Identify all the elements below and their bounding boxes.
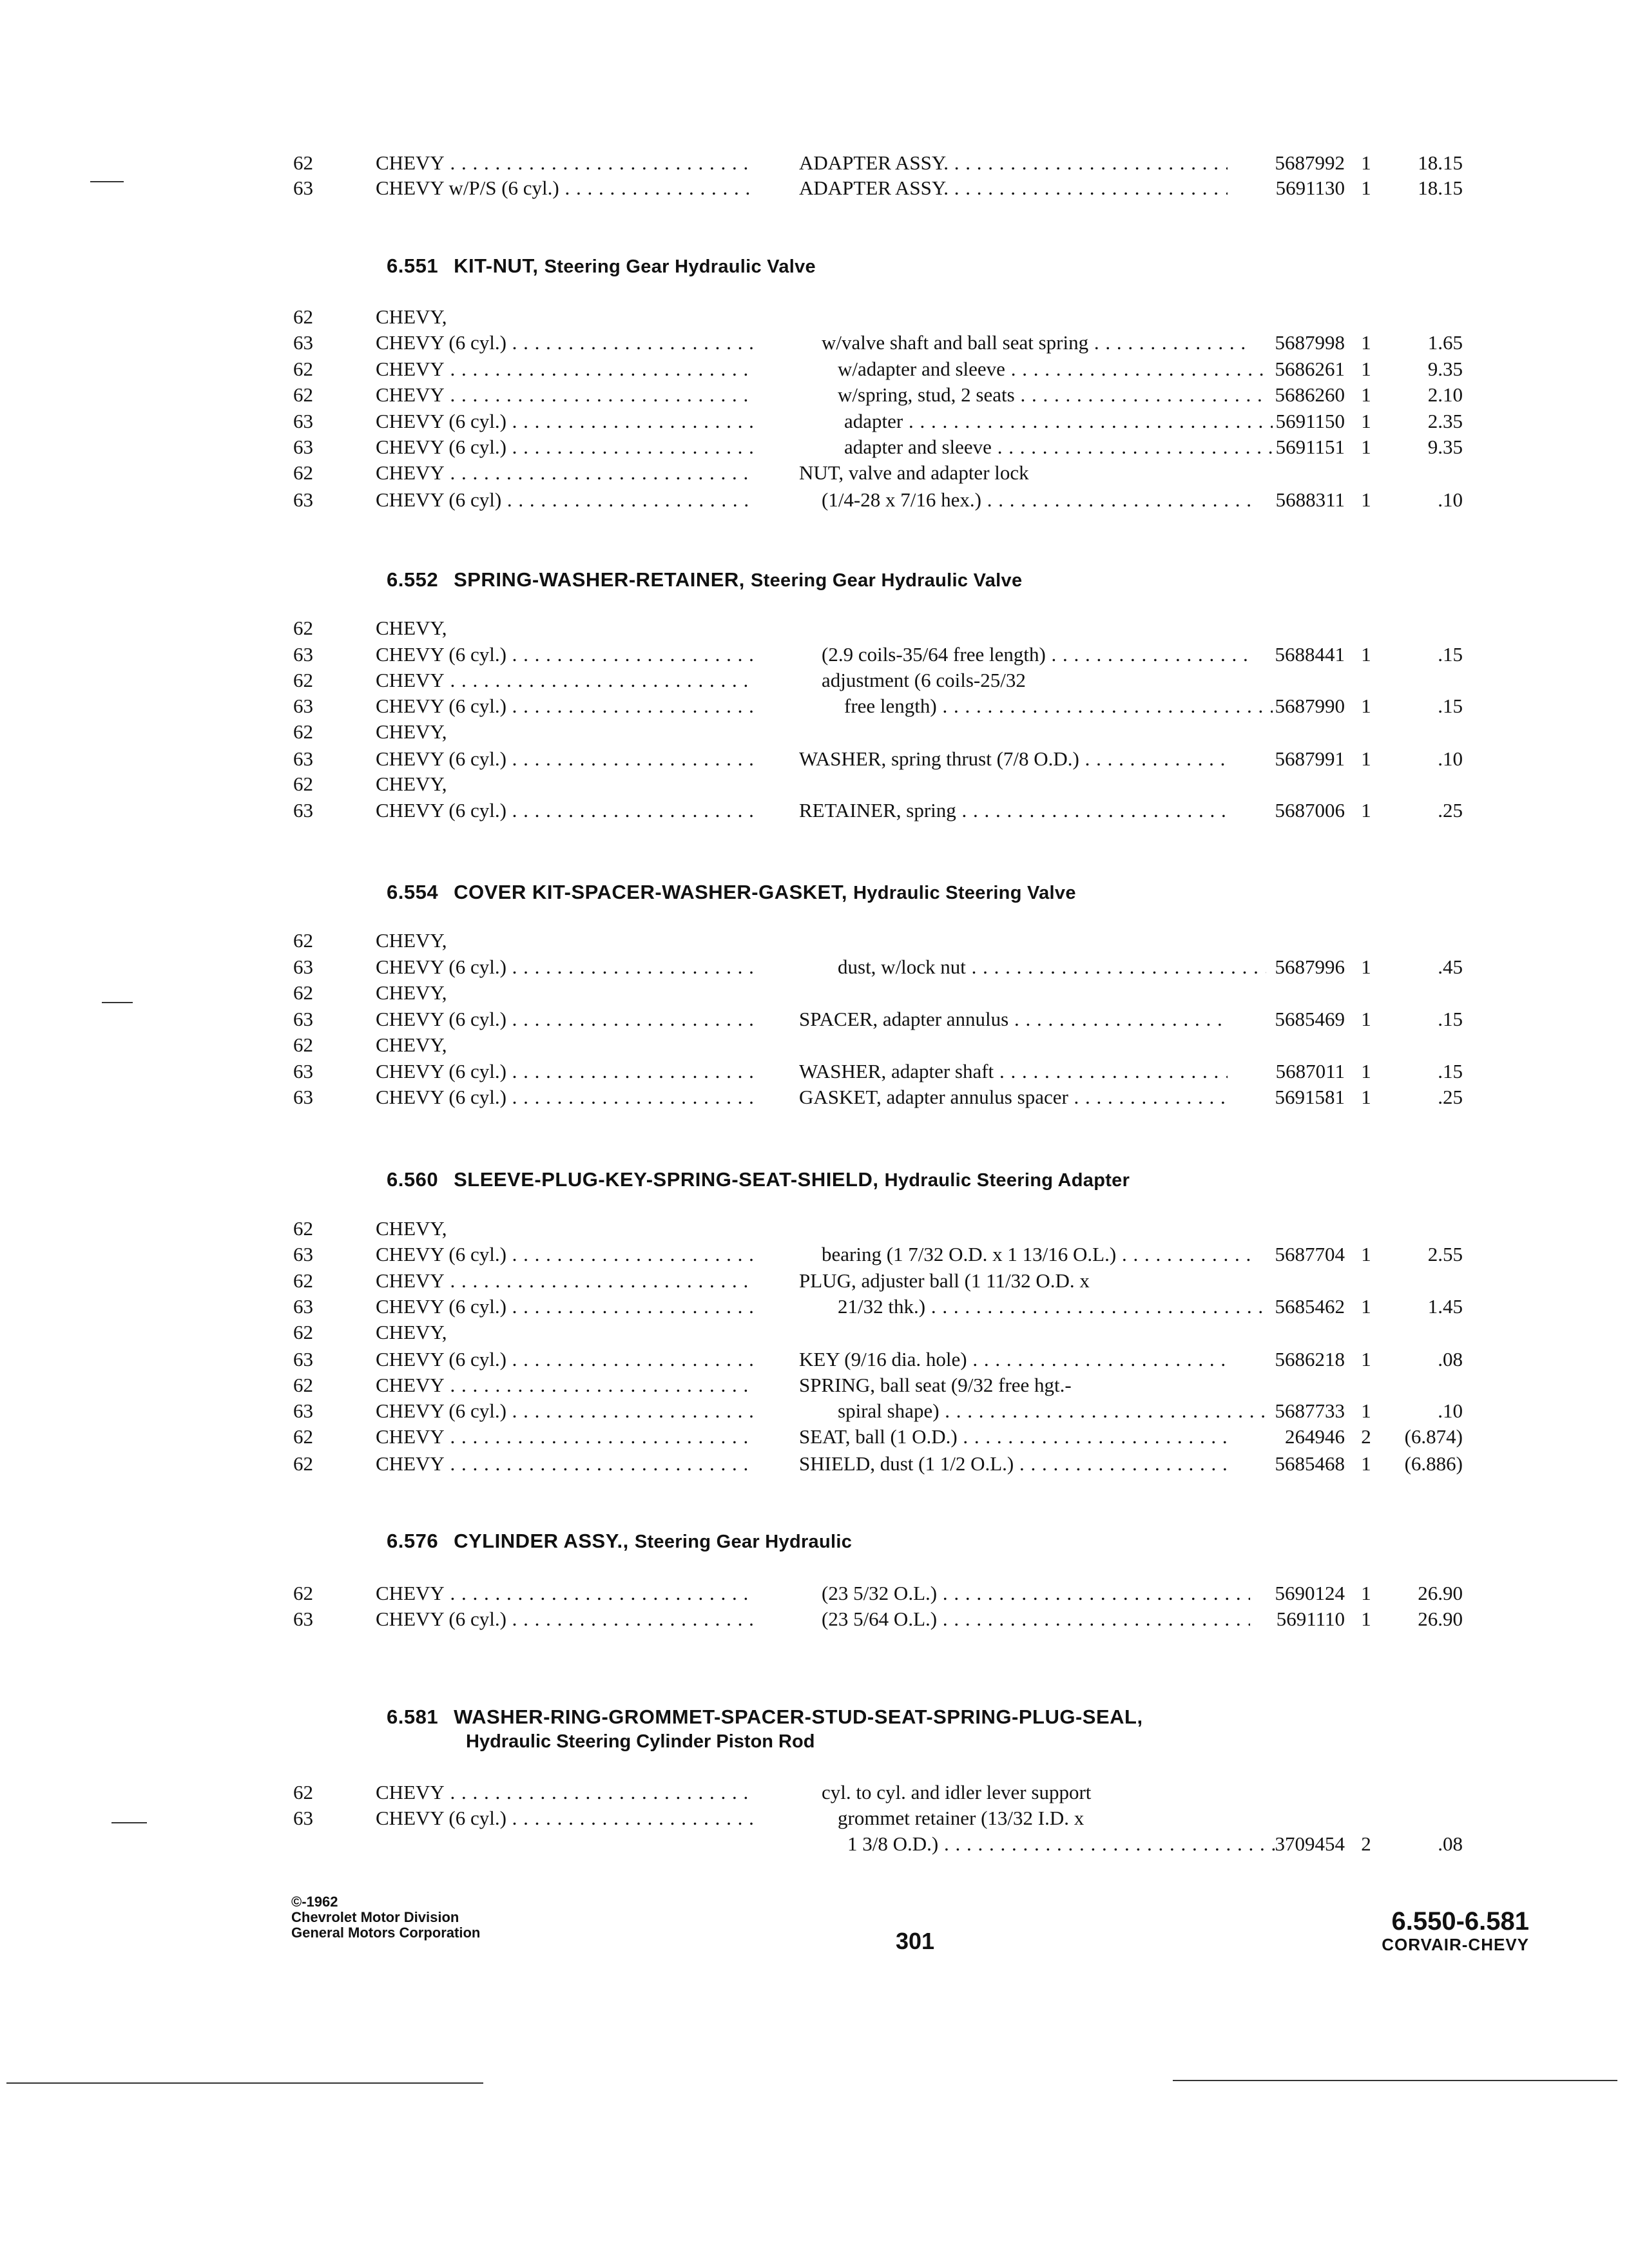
table-row [0,1780,1629,1805]
model-cell: CHEVY, [376,1033,447,1056]
table-row [0,1294,1629,1320]
price-cell: 2.35 [1427,410,1463,432]
model-cell: CHEVY, [376,720,447,743]
quantity-cell: 1 [1361,151,1371,174]
model-cell: CHEVY, [376,981,447,1004]
section-title: KIT-NUT, [454,255,539,277]
section-subtitle: Hydraulic Steering Adapter [884,1170,1130,1191]
table-row [0,175,1629,201]
corporation-text: General Motors Corporation [291,1925,481,1941]
division-text: Chevrolet Motor Division [291,1909,459,1925]
description-cell: (1/4-28 x 7/16 hex.) . . . [799,487,1250,513]
table-row [0,1242,1629,1267]
year-cell: 62 [293,929,313,952]
description-cell: free length) . . . [799,693,1273,719]
price-cell: .15 [1438,1060,1463,1082]
year-cell: 63 [293,1243,313,1265]
model-cell: CHEVY . . . [376,1424,756,1450]
part-number-cell: 5691150 [1275,410,1345,432]
table-row [0,382,1629,408]
part-number-cell: 5687992 [1275,151,1345,174]
year-cell: 62 [293,1033,313,1056]
model-cell: CHEVY . . . [376,1451,756,1477]
table-row [0,1831,1629,1857]
description-cell: w/spring, stud, 2 seats . . . [799,382,1266,408]
year-cell: 62 [293,981,313,1004]
model-cell: CHEVY, [376,1321,447,1343]
part-number-cell: 5691110 [1276,1608,1345,1630]
model-cell: CHEVY, [376,617,447,639]
year-cell: 63 [293,1807,313,1829]
price-cell: (6.886) [1404,1452,1463,1475]
model-cell: CHEVY (6 cyl.) . . . [376,1242,756,1267]
model-cell: CHEVY (6 cyl.) . . . [376,1006,756,1032]
section-number: 6.576 [387,1530,439,1552]
price-cell: .15 [1438,1008,1463,1030]
table-row [0,668,1629,693]
model-cell: CHEVY (6 cyl.) . . . [376,1294,756,1320]
quantity-cell: 1 [1361,1399,1371,1422]
model-cell: CHEVY (6 cyl.) . . . [376,1059,756,1084]
table-row [0,1268,1629,1294]
part-number-cell: 5691581 [1275,1086,1345,1108]
model-cell: CHEVY, [376,1217,447,1240]
quantity-cell: 1 [1361,1060,1371,1082]
table-row [0,1372,1629,1398]
year-cell: 63 [293,1348,313,1370]
table-row [0,980,1629,1006]
quantity-cell: 1 [1361,488,1371,511]
margin-mark [111,1822,147,1823]
model-cell: CHEVY (6 cyl.) . . . [376,1398,756,1424]
model-cell: CHEVY w/P/S (6 cyl.) . . . [376,175,756,201]
model-cell: CHEVY (6 cyl.) . . . [376,434,756,460]
section-subtitle: Steering Gear Hydraulic Valve [751,570,1023,591]
table-row [0,1805,1629,1831]
section-title: COVER KIT-SPACER-WASHER-GASKET, [454,881,847,903]
model-line: CORVAIR-CHEVY [1382,1935,1529,1954]
table-row [0,1606,1629,1632]
model-cell: CHEVY (6 cyl.) . . . [376,746,756,772]
description-cell: cyl. to cyl. and idler lever support [822,1781,1092,1803]
description-cell: KEY (9/16 dia. hole) . . . [799,1347,1228,1372]
table-row [0,798,1629,823]
table-row [0,1398,1629,1424]
year-cell: 62 [293,1452,313,1475]
table-row [0,1320,1629,1345]
year-cell: 63 [293,1086,313,1108]
description-cell: (23 5/32 O.L.) . . . [799,1581,1250,1606]
model-cell: CHEVY (6 cyl.) . . . [376,1347,756,1372]
table-row [0,1084,1629,1110]
quantity-cell: 1 [1361,643,1371,666]
model-cell: CHEVY, [376,305,447,328]
quantity-cell: 1 [1361,436,1371,458]
part-number-cell: 5686261 [1275,358,1345,380]
section-heading [387,1704,1143,1730]
model-cell: CHEVY . . . [376,150,756,176]
price-cell: 18.15 [1418,151,1463,174]
quantity-cell: 1 [1361,383,1371,406]
year-cell: 62 [293,773,313,795]
model-cell: CHEVY . . . [376,1268,756,1294]
table-row [0,693,1629,719]
year-cell: 62 [293,1425,313,1448]
price-cell: (6.874) [1404,1425,1463,1448]
table-row [0,928,1629,954]
price-cell: 18.15 [1418,177,1463,199]
section-subtitle: Hydraulic Steering Cylinder Piston Rod [466,1731,815,1752]
section-number: 6.581 [387,1706,439,1728]
description-cell: bearing (1 7/32 O.D. x 1 13/16 O.L.) . . . [799,1242,1250,1267]
page-number: 301 [896,1928,935,1954]
description-cell: (23 5/64 O.L.) . . . [799,1606,1250,1632]
year-cell: 62 [293,383,313,406]
table-row [0,954,1629,980]
table-row [0,642,1629,668]
quantity-cell: 2 [1361,1425,1371,1448]
model-cell: CHEVY (6 cyl.) . . . [376,1805,756,1831]
price-cell: .08 [1438,1348,1463,1370]
table-row [0,1059,1629,1084]
part-number-cell: 5687006 [1275,799,1345,822]
model-cell: CHEVY . . . [376,1581,756,1606]
model-cell: CHEVY . . . [376,1372,756,1398]
description-cell: SPACER, adapter annulus . . . [799,1006,1228,1032]
year-cell: 63 [293,1608,313,1630]
table-row [0,330,1629,356]
description-cell: NUT, valve and adapter lock [799,461,1029,484]
quantity-cell: 1 [1361,1295,1371,1318]
price-cell: .15 [1438,695,1463,717]
quantity-cell: 1 [1361,358,1371,380]
part-number-cell: 5686260 [1275,383,1345,406]
price-cell: .15 [1438,643,1463,666]
section-number: 6.560 [387,1168,439,1191]
table-row [0,1032,1629,1058]
description-cell: dust, w/lock nut . . . [799,954,1266,980]
year-cell: 63 [293,331,313,354]
part-number-cell: 5691151 [1275,436,1345,458]
table-row [0,1006,1629,1032]
year-cell: 62 [293,1269,313,1292]
price-cell: 2.10 [1427,383,1463,406]
year-cell: 62 [293,1374,313,1396]
year-cell: 63 [293,1295,313,1318]
section-heading [387,567,1022,593]
year-cell: 62 [293,358,313,380]
part-number-cell: 5687704 [1275,1243,1345,1265]
description-cell: SEAT, ball (1 O.D.) . . . [799,1424,1228,1450]
description-cell: SHIELD, dust (1 1/2 O.L.) . . . [799,1451,1228,1477]
part-number-cell: 5687990 [1275,695,1345,717]
quantity-cell: 1 [1361,1243,1371,1265]
publisher-block [291,1894,480,1941]
model-cell: CHEVY (6 cyl.) . . . [376,330,756,356]
quantity-cell: 1 [1361,1582,1371,1604]
table-row [0,460,1629,486]
year-cell: 63 [293,747,313,770]
quantity-cell: 1 [1361,1008,1371,1030]
model-cell: CHEVY (6 cyl.) . . . [376,693,756,719]
section-subtitle: Steering Gear Hydraulic [634,1532,853,1552]
part-number-cell: 5686218 [1275,1348,1345,1370]
table-row [0,304,1629,330]
description-cell: WASHER, spring thrust (7/8 O.D.) . . . [799,746,1228,772]
margin-mark [102,1002,133,1003]
year-cell: 62 [293,720,313,743]
description-cell: SPRING, ball seat (9/32 free hgt.- [799,1374,1072,1396]
price-cell: .10 [1438,1399,1463,1422]
year-cell: 63 [293,695,313,717]
part-number-cell: 5685468 [1275,1452,1345,1475]
quantity-cell: 1 [1361,1608,1371,1630]
description-cell: adjustment (6 coils-25/32 [822,669,1026,691]
year-cell: 62 [293,1217,313,1240]
quantity-cell: 1 [1361,695,1371,717]
description-cell: ADAPTER ASSY. . . . [799,150,1228,176]
section-number: 6.551 [387,255,439,277]
year-cell: 63 [293,1060,313,1082]
part-number-cell: 5687733 [1275,1399,1345,1422]
year-cell: 62 [293,1781,313,1803]
table-row [0,615,1629,641]
description-cell: w/adapter and sleeve . . . [799,356,1266,382]
part-number-cell: 5687996 [1275,956,1345,978]
table-row [0,487,1629,513]
part-number-cell: 5685469 [1275,1008,1345,1030]
price-cell: .10 [1438,747,1463,770]
year-cell: 63 [293,956,313,978]
table-row [0,719,1629,745]
price-cell: 26.90 [1418,1582,1463,1604]
model-cell: CHEVY . . . [376,668,756,693]
model-cell: CHEVY (6 cyl.) . . . [376,1084,756,1110]
section-number: 6.554 [387,881,439,903]
section-subtitle: Steering Gear Hydraulic Valve [544,256,816,277]
description-cell: w/valve shaft and ball seat spring . . . [799,330,1250,356]
table-row [0,150,1629,176]
table-row [0,434,1629,460]
price-cell: .10 [1438,488,1463,511]
table-row [0,1424,1629,1450]
description-cell: GASKET, adapter annulus spacer . . . [799,1084,1228,1110]
year-cell: 62 [293,305,313,328]
year-cell: 62 [293,669,313,691]
section-heading [387,1528,852,1555]
description-cell: (2.9 coils-35/64 free length) . . . [799,642,1250,668]
price-cell: 1.45 [1427,1295,1463,1318]
section-title: SPRING-WASHER-RETAINER, [454,568,745,591]
section-range: 6.550-6.581 [1391,1907,1529,1936]
scan-edge-line [6,2082,483,2084]
description-cell: adapter . . . [799,408,1273,434]
year-cell: 62 [293,617,313,639]
year-cell: 63 [293,436,313,458]
model-cell: CHEVY (6 cyl.) . . . [376,1606,756,1632]
price-cell: .25 [1438,1086,1463,1108]
table-row [0,1451,1629,1477]
price-cell: 9.35 [1427,436,1463,458]
description-cell: 21/32 thk.) . . . [799,1294,1266,1320]
year-cell: 62 [293,1582,313,1604]
section-heading [387,253,816,280]
model-cell: CHEVY (6 cyl.) . . . [376,642,756,668]
model-cell: CHEVY . . . [376,356,756,382]
part-number-cell: 5688311 [1275,488,1345,511]
section-title: CYLINDER ASSY., [454,1530,629,1552]
model-cell: CHEVY, [376,773,447,795]
quantity-cell: 1 [1361,177,1371,199]
part-number-cell: 5691130 [1275,177,1345,199]
part-number-cell: 5687998 [1275,331,1345,354]
quantity-cell: 1 [1361,1348,1371,1370]
year-cell: 63 [293,1008,313,1030]
price-cell: .45 [1438,956,1463,978]
year-cell: 62 [293,1321,313,1343]
table-row [0,408,1629,434]
model-cell: CHEVY (6 cyl.) . . . [376,798,756,823]
section-heading [387,1167,1130,1193]
quantity-cell: 2 [1361,1832,1371,1855]
quantity-cell: 1 [1361,1086,1371,1108]
model-cell: CHEVY (6 cyl.) . . . [376,408,756,434]
quantity-cell: 1 [1361,747,1371,770]
model-cell: CHEVY . . . [376,382,756,408]
model-cell: CHEVY (6 cyl) . . . [376,487,756,513]
price-cell: .25 [1438,799,1463,822]
table-row [0,771,1629,797]
section-subtitle: Hydraulic Steering Valve [853,883,1076,903]
year-cell: 63 [293,799,313,822]
part-number-cell: 5690124 [1275,1582,1345,1604]
quantity-cell: 1 [1361,799,1371,822]
copyright-text: ©-1962 [291,1894,338,1910]
section-title: WASHER-RING-GROMMET-SPACER-STUD-SEAT-SPRING-PLUG-SEAL, [454,1706,1143,1728]
table-row [0,1347,1629,1372]
year-cell: 62 [293,151,313,174]
part-number-cell: 5685462 [1275,1295,1345,1318]
quantity-cell: 1 [1361,410,1371,432]
price-cell: .08 [1438,1832,1463,1855]
description-cell: ADAPTER ASSY. . . . [799,175,1228,201]
table-row [0,746,1629,772]
section-title: SLEEVE-PLUG-KEY-SPRING-SEAT-SHIELD, [454,1168,879,1191]
description-cell: spiral shape) . . . [799,1398,1266,1424]
model-cell: CHEVY, [376,929,447,952]
part-number-cell: 5687991 [1275,747,1345,770]
description-cell: PLUG, adjuster ball (1 11/32 O.D. x [799,1269,1090,1292]
section-number: 6.552 [387,568,439,591]
table-row [0,1216,1629,1242]
year-cell: 63 [293,177,313,199]
model-cell: CHEVY . . . [376,1780,756,1805]
margin-mark [90,181,124,182]
price-cell: 9.35 [1427,358,1463,380]
part-number-cell: 5687011 [1275,1060,1345,1082]
year-cell: 63 [293,488,313,511]
year-cell: 63 [293,1399,313,1422]
model-cell: CHEVY (6 cyl.) . . . [376,954,756,980]
year-cell: 63 [293,643,313,666]
section-range-block [1382,1907,1529,1954]
quantity-cell: 1 [1361,956,1371,978]
section-heading [387,879,1076,906]
price-cell: 26.90 [1418,1608,1463,1630]
part-number-cell: 5688441 [1275,643,1345,666]
description-cell: 1 3/8 O.D.) . . . [799,1831,1276,1857]
table-row [0,356,1629,382]
part-number-cell: 264946 [1285,1425,1345,1448]
description-cell: adapter and sleeve . . . [799,434,1273,460]
scan-edge-line [1173,2080,1617,2081]
price-cell: 1.65 [1427,331,1463,354]
part-number-cell: 3709454 [1275,1832,1345,1855]
quantity-cell: 1 [1361,1452,1371,1475]
description-cell: RETAINER, spring . . . [799,798,1228,823]
description-cell: grommet retainer (13/32 I.D. x [838,1807,1084,1829]
description-cell: WASHER, adapter shaft . . . [799,1059,1228,1084]
model-cell: CHEVY . . . [376,460,756,486]
year-cell: 62 [293,461,313,484]
quantity-cell: 1 [1361,331,1371,354]
year-cell: 63 [293,410,313,432]
table-row [0,1581,1629,1606]
price-cell: 2.55 [1427,1243,1463,1265]
